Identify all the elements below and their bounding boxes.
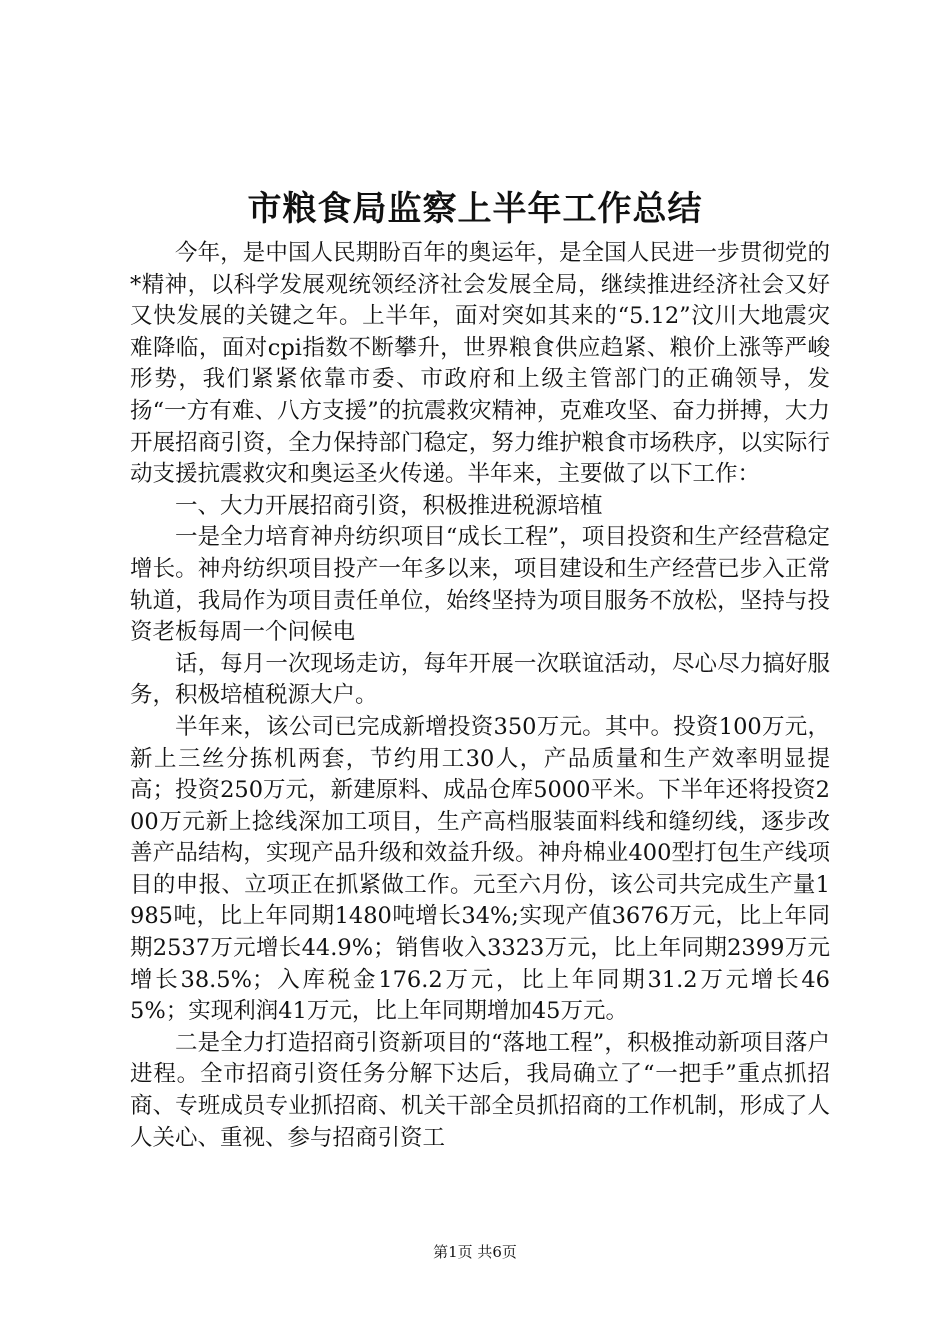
page-number-footer: 第1页 共6页 (433, 1243, 517, 1261)
document-title: 市粮食局监察上半年工作总结 (247, 189, 703, 229)
paragraph-intro: 今年，是中国人民期盼百年的奥运年，是全国人民进一步贯彻党的*精神，以科学发展观统领经济社会发展全局，继续推进经济社会又好又快发展的关键之年。上半年，面对突如其来的“5.12”汶川大地震灾难降临，面对cpi指数不断攀升，世界粮食供应趋紧、粮价上涨等严峻形势，我们紧紧依靠市委、市政府和上级主管部门的正确领导，发扬“一方有难、八方支援”的抗震救灾精神，克难攻坚、奋力拼搏，大力开展招商引资，全力保持部门稳定，努力维护粮食市场秩序，以实际行动支援抗震救灾和奥运圣火传递。半年来，主要做了以下工作： (130, 240, 830, 488)
section-heading-1: 一、大力开展招商引资，积极推进税源培植 (175, 492, 603, 519)
paragraph-item-2: 二是全力打造招商引资新项目的“落地工程”，积极推动新项目落户进程。全市招商引资任务分解下达后，我局确立了“一把手”重点抓招商、专班成员专业抓招商、机关干部全员抓招商的工作机制，形成了人人关心、重视、参与招商引资工 (130, 1029, 830, 1151)
paragraph-investment-figures: 半年来，该公司已完成新增投资350万元。其中。投资100万元，新上三丝分拣机两套，节约用工30人，产品质量和生产效率明显提高；投资250万元，新建原料、成品仓库5000平米。下半年还将投资200万元新上捻线深加工项目，生产高档服装面料线和缝纫线，逐步改善产品结构，实现产品升级和效益升级。神舟棉业400型打包生产线项目的申报、立项正在抓紧做工作。元至六月份，该公司共完成生产量1985吨，比上年同期1480吨增长34%;实现产值3676万元，比上年同期2537万元增长44.9%；销售收入3323万元，比上年同期2399万元增长38.5%；入库税金176.2万元，比上年同期31.2万元增长465%；实现利润41万元，比上年同期增加45万元。 (130, 713, 830, 1025)
paragraph-item-1: 一是全力培育神舟纺织项目“成长工程”，项目投资和生产经营稳定增长。神舟纺织项目投产一年多以来，项目建设和生产经营已步入正常轨道，我局作为项目责任单位，始终坚持为项目服务不放松，坚持与投资老板每周一个问候电 (130, 524, 830, 646)
document-body (130, 238, 830, 1154)
paragraph-item-1-continued: 话，每月一次现场走访，每年开展一次联谊活动，尽心尽力搞好服务，积极培植税源大户。 (130, 650, 830, 709)
